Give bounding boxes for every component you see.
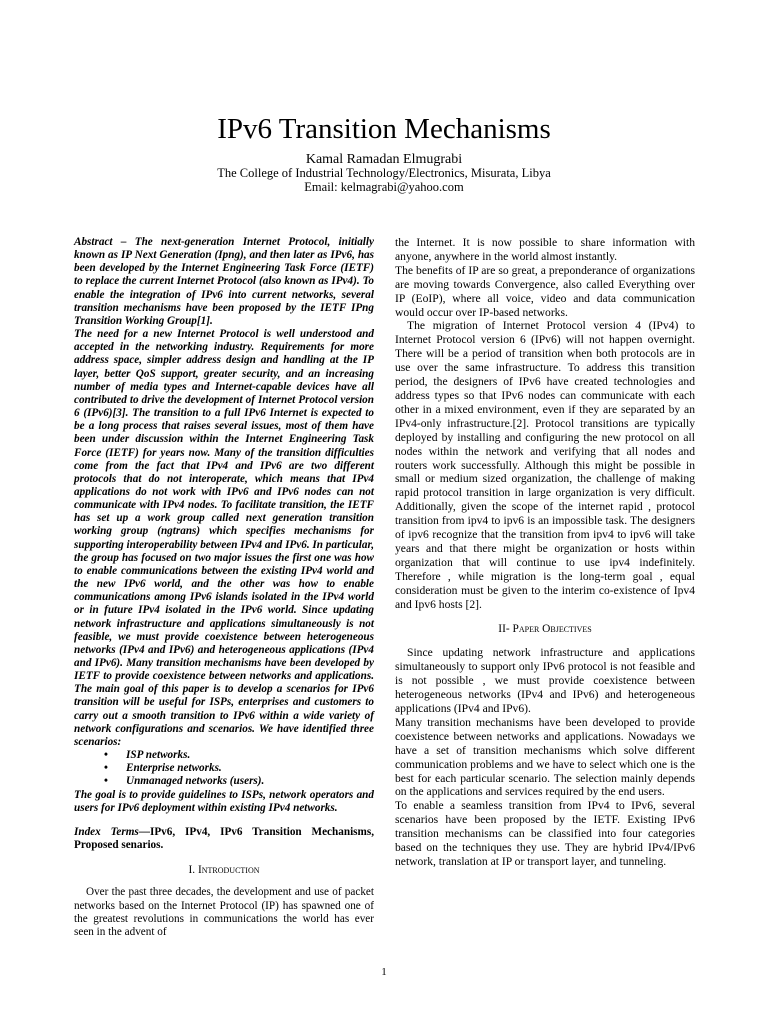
author-affiliation: The College of Industrial Technology/Electronics, Misurata, Libya — [217, 166, 551, 180]
paper-title: IPv6 Transition Mechanisms — [217, 113, 551, 145]
page-number: 1 — [381, 966, 387, 978]
index-terms-label: Index Terms — [74, 825, 139, 838]
body-paragraph: Many transition mechanisms have been developed to provide coexistence between networks and applications. Nowadays we have a set of transition mechanisms which solve different communication problems and we have to select which one is the best for each particular scenario. The selection mainly depends on the applications and services required by the end users. — [395, 715, 695, 799]
list-item: • Enterprise networks. — [104, 762, 374, 775]
list-item: • Unmanaged networks (users). — [104, 775, 374, 788]
body-paragraph: Over the past three decades, the development and use of packet networks based on the Internet Protocol (IP) has spawned one of the greatest revolutions in communications the world has ever seen in the advent of — [74, 886, 374, 938]
author-email: Email: kelmagrabi@yahoo.com — [304, 180, 464, 194]
abstract-paragraph: Abstract – The next-generation Internet Protocol, initially known as IP Next Generation (Ipng), and then later as IPv6, has been developed by the Internet Engineering Task Force (IETF) to replace the current Internet Protocol (also known as IPv4). To enable the integration of IPv6 into current networks, several transition mechanisms have been proposed by the IETF IPng Transition Working Group[1]. — [74, 236, 374, 327]
left-column — [74, 236, 374, 939]
body-paragraph: The migration of Internet Protocol version 4 (IPv4) to Internet Protocol version 6 (IPv6) will not happen overnight. There will be a period of transition when both protocols are in use over the same infrastructure. To address this transition period, the designers of IPv6 have created technologies and address types so that IPv6 nodes can communicate with each other in a mixed environment, even if they are separated by an IPv4-only infrastructure.[2]. Protocol transitions are typically deployed by installing and configuring the new protocol on all nodes within the network and verifying that all nodes and routers work successfully. Although this might be possible in small or medium sized organization, the challenge of making rapid protocol transition in large organization is very difficult. Additionally, given the scope of the internet rapid , protocol transition from ipv4 to ipv6 is an impossible task. The designers of ipv6 recognize that the transition from ipv4 to ipv6 will take years and that there might be organization or hosts within organization that will continue to use ipv4 indefinitely. Therefore , while migration is the long-term goal , equal consideration must be given to the interim co-existence of Ipv4 and Ipv6 hosts [2]. — [395, 319, 695, 611]
right-column — [395, 236, 695, 869]
body-paragraph: the Internet. It is now possible to share information with anyone, anywhere in the world almost instantly. — [395, 236, 695, 263]
index-terms — [74, 826, 374, 852]
scenario-list — [74, 749, 374, 788]
section-heading-objectives: II- Paper Objectives — [498, 623, 592, 636]
body-paragraph: Since updating network infrastructure and applications simultaneously to support only IPv6 protocol is not feasible and is not possible , we must provide coexistence between heterogeneous networks (IPv4 and IPv6) and heterogeneous applications (IPv4 and IPv6). — [395, 646, 695, 715]
author-name: Kamal Ramadan Elmugrabi — [305, 152, 463, 167]
index-terms-text: —IPv6, IPv4, IPv6 Transition Mechanisms, Proposed senarios. — [74, 825, 374, 852]
section-heading-introduction: I. Introduction — [188, 864, 260, 877]
body-paragraph: The benefits of IP are so great, a preponderance of organizations are moving towards Convergence, also called Everything over IP (EoIP), where all voice, video and data communication would occur over IP-based networks. — [395, 263, 695, 319]
body-paragraph: To enable a seamless transition from IPv4 to IPv6, several scenarios have been proposed by the IETF. Existing IPv6 transition mechanisms can be classified into four categories based on the techniques they use. They are hybrid IPv4/IPv6 network, translation at IP or transport layer, and tunneling. — [395, 799, 695, 868]
abstract-paragraph: The need for a new Internet Protocol is well understood and accepted in the networking industry. Requirements for more address space, simpler address design and handling at the IP layer, better QoS support, greater security, and an increasing number of media types and Internet-capable devices have all contributed to drive the development of Internet Protocol version 6 (IPv6)[3]. The transition to a full IPv6 Internet is expected to be a long process that raises several issues, most of them have been under discussion within the Internet Engineering Task Force (IETF) for years now. Many of the transition difficulties come from the fact that IPv4 and IPv6 are two different protocols that do not interoperate, which means that IPv4 applications do not work with IPv6 and IPv6 nodes can not communicate with IPv4 nodes. To facilitate transition, the IETF has set up a work group called next generation transition working group (ngtrans) which specifies mechanisms for supporting interoperability between IPv4 and IPv6. In particular, the group has focused on two major issues the first one was how to enable communications between the existing IPv4 world and the new IPv6 world, and the other was how to enable communications among IPv6 islands isolated in the IPv4 world or in future IPv4 isolated in the IPv6 world. Since updating network infrastructure and applications simultaneously is not feasible, we must provide coexistence between heterogeneous networks (IPv4 and IPv6) and heterogeneous applications (IPv4 and IPv6). Many transition mechanisms have been developed by IETF to provide coexistence between networks and applications. The main goal of this paper is to develop a scenarios for IPv6 transition will be useful for ISPs, enterprises and customers to carry out a smooth transition to IPv6 within a wide variety of network configurations and scenarios. We have identified three scenarios: — [74, 328, 374, 748]
abstract-paragraph: The goal is to provide guidelines to ISPs, network operators and users for IPv6 deployment within existing IPv4 networks. — [74, 788, 374, 814]
abstract — [74, 236, 374, 815]
list-item: • ISP networks. — [104, 749, 374, 762]
